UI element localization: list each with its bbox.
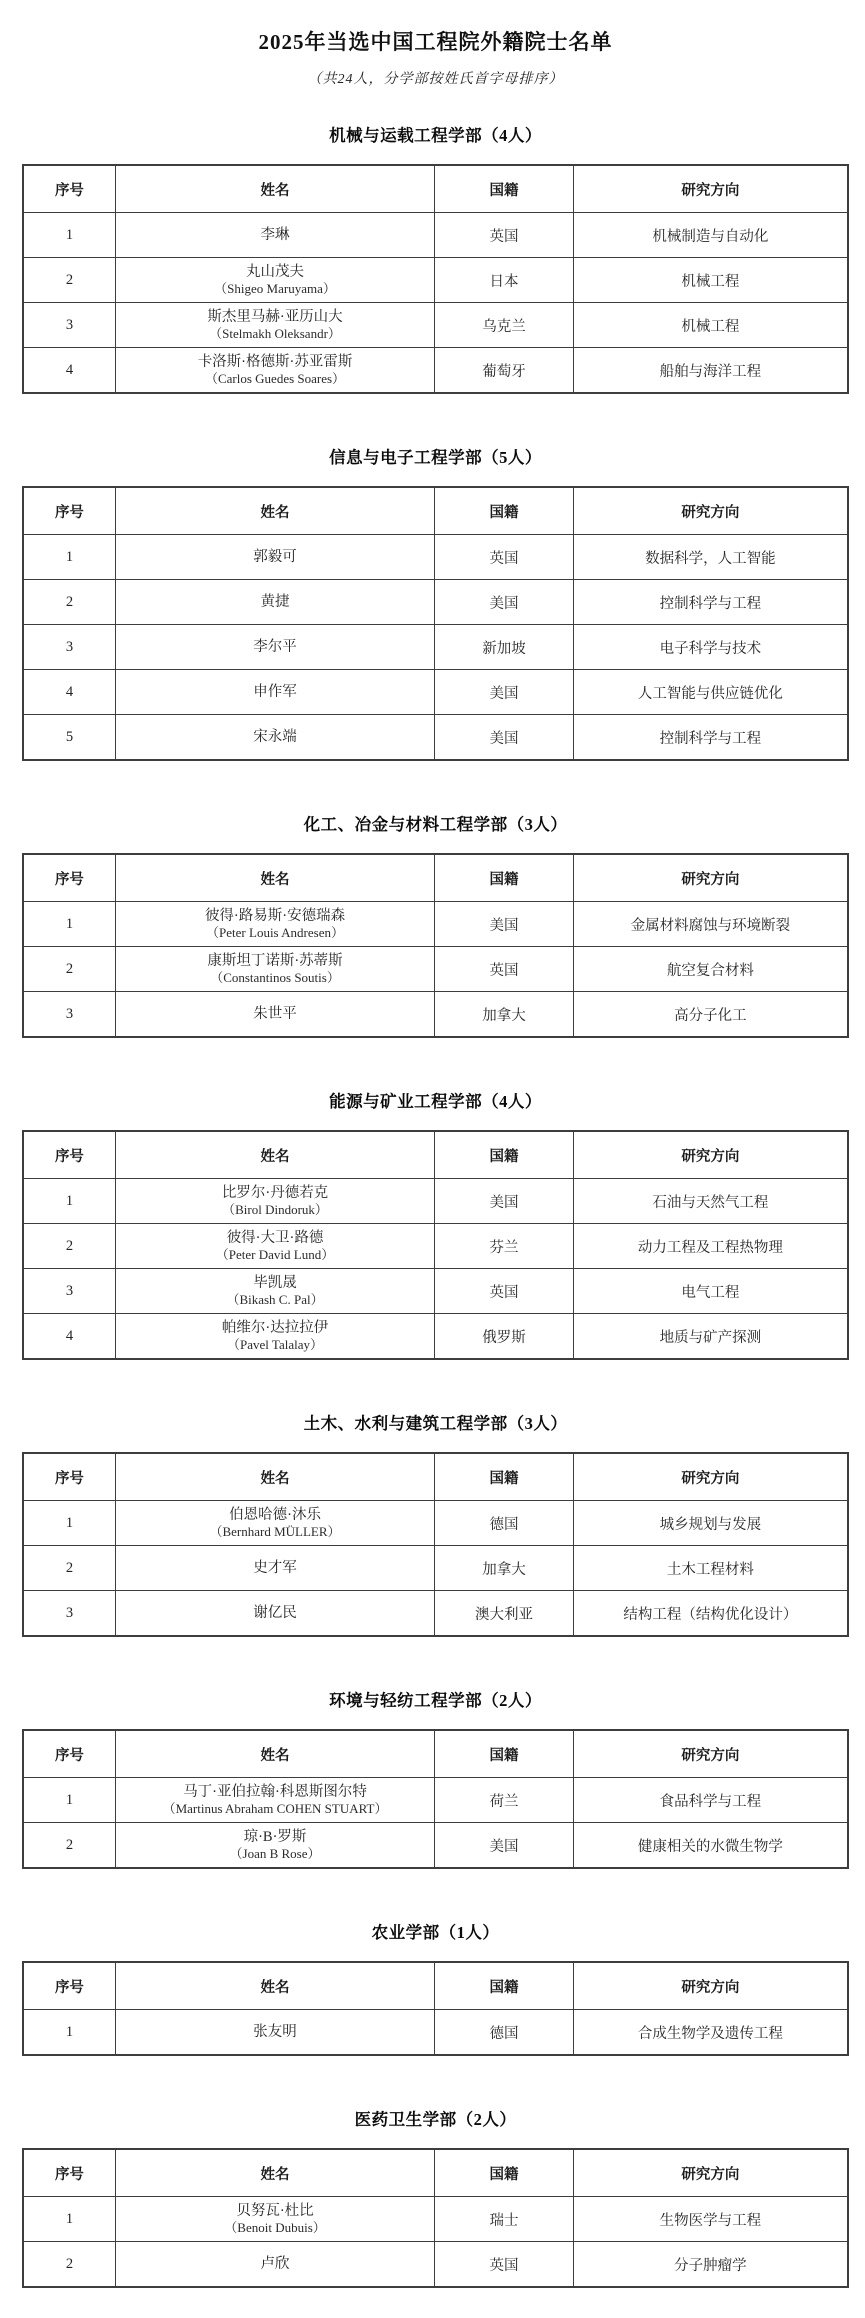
table-row (23, 992, 848, 1038)
department-title: 农业学部（1人） (371, 1923, 500, 1942)
table-row (23, 1591, 848, 1637)
cell-index: 1 (23, 902, 115, 947)
cell-nationality: 美国 (435, 670, 574, 715)
table-header-row (23, 487, 848, 535)
cell-name (115, 902, 434, 947)
name-english: （Carlos Guedes Soares） (204, 371, 346, 386)
table-row (23, 2242, 848, 2288)
name-chinese: 李琳 (260, 226, 290, 243)
page-subtitle: （共24人，分学部按姓氏首字母排序） (307, 72, 564, 87)
cell-nationality: 芬兰 (435, 1224, 574, 1269)
name-chinese: 张友明 (253, 2023, 297, 2040)
name-english: （Benoit Dubuis） (224, 2220, 326, 2235)
cell-nationality: 德国 (435, 1501, 574, 1546)
column-header-nationality: 国籍 (435, 1730, 574, 1778)
department-section (22, 444, 849, 761)
cell-index: 1 (23, 2197, 115, 2242)
department-title: 信息与电子工程学部（5人） (329, 448, 542, 467)
cell-nationality: 美国 (435, 715, 574, 761)
cell-nationality: 英国 (435, 535, 574, 580)
table-row (23, 258, 848, 303)
column-header-name: 姓名 (115, 1962, 434, 2010)
table-row (23, 1823, 848, 1869)
cell-index: 2 (23, 258, 115, 303)
table-row (23, 1501, 848, 1546)
cell-nationality: 德国 (435, 2010, 574, 2056)
name-chinese: 毕凯晟 (253, 1275, 297, 1291)
table-row (23, 902, 848, 947)
cell-research-field: 电气工程 (573, 1269, 848, 1314)
table-row (23, 213, 848, 258)
cell-index: 4 (23, 1314, 115, 1360)
table-header-row (23, 2149, 848, 2197)
cell-index: 3 (23, 1269, 115, 1314)
name-english: （Pavel Talalay） (227, 1337, 323, 1352)
cell-nationality: 瑞士 (435, 2197, 574, 2242)
column-header-research-field: 研究方向 (573, 2149, 848, 2197)
column-header-nationality: 国籍 (435, 165, 574, 213)
table-row (23, 2197, 848, 2242)
cell-index: 2 (23, 1224, 115, 1269)
cell-research-field: 电子科学与技术 (573, 625, 848, 670)
name-chinese: 史才军 (253, 1559, 297, 1576)
cell-research-field: 动力工程及工程热物理 (573, 1224, 848, 1269)
name-chinese: 谢亿民 (253, 1604, 297, 1621)
cell-name (115, 947, 434, 992)
table-row (23, 1224, 848, 1269)
name-english: （Shigeo Maruyama） (214, 281, 336, 296)
cell-name (115, 2197, 434, 2242)
department-title: 医药卫生学部（2人） (354, 2110, 517, 2129)
department-section (22, 811, 849, 1038)
column-header-nationality: 国籍 (435, 1131, 574, 1179)
table-row (23, 715, 848, 761)
department-section (22, 122, 849, 394)
table-row (23, 303, 848, 348)
name-english: （Stelmakh Oleksandr） (209, 326, 341, 341)
cell-name (115, 1314, 434, 1360)
cell-name (115, 2242, 434, 2288)
page-title: 2025年当选中国工程院外籍院士名单 (258, 30, 613, 54)
cell-name (115, 1269, 434, 1314)
roster-table (22, 853, 849, 1038)
name-english: （Bernhard MÜLLER） (209, 1524, 341, 1539)
table-row (23, 947, 848, 992)
table-header-row (23, 1962, 848, 2010)
column-header-name: 姓名 (115, 165, 434, 213)
cell-index: 1 (23, 1778, 115, 1823)
sections-container (22, 122, 849, 2288)
cell-index: 3 (23, 303, 115, 348)
cell-nationality: 英国 (435, 213, 574, 258)
cell-name (115, 1501, 434, 1546)
name-english: （Joan B Rose） (229, 1846, 321, 1861)
cell-index: 1 (23, 1501, 115, 1546)
department-section (22, 1088, 849, 1360)
cell-index: 1 (23, 535, 115, 580)
cell-index: 3 (23, 625, 115, 670)
column-header-research-field: 研究方向 (573, 854, 848, 902)
column-header-name: 姓名 (115, 1131, 434, 1179)
cell-index: 1 (23, 1179, 115, 1224)
name-english: （Martinus Abraham COHEN STUART） (162, 1801, 388, 1816)
cell-index: 2 (23, 2242, 115, 2288)
roster-table (22, 486, 849, 761)
name-chinese: 彼得·大卫·路德 (226, 1230, 324, 1246)
cell-name (115, 1179, 434, 1224)
column-header-nationality: 国籍 (435, 854, 574, 902)
department-title: 化工、冶金与材料工程学部（3人） (303, 815, 568, 834)
cell-research-field: 生物医学与工程 (573, 2197, 848, 2242)
name-chinese: 宋永端 (253, 728, 297, 745)
column-header-name: 姓名 (115, 487, 434, 535)
column-header-nationality: 国籍 (435, 1453, 574, 1501)
cell-name (115, 580, 434, 625)
roster-table (22, 1452, 849, 1637)
name-chinese: 黄捷 (260, 593, 290, 610)
cell-nationality: 新加坡 (435, 625, 574, 670)
roster-table (22, 1961, 849, 2056)
cell-index: 1 (23, 2010, 115, 2056)
name-chinese: 康斯坦丁诺斯·苏蒂斯 (207, 953, 343, 969)
name-chinese: 申作军 (253, 683, 297, 700)
cell-research-field: 机械制造与自动化 (573, 213, 848, 258)
column-header-research-field: 研究方向 (573, 1453, 848, 1501)
cell-research-field: 人工智能与供应链优化 (573, 670, 848, 715)
name-english: （Birol Dindoruk） (222, 1202, 328, 1217)
cell-nationality: 俄罗斯 (435, 1314, 574, 1360)
roster-table (22, 1729, 849, 1869)
cell-research-field: 合成生物学及遗传工程 (573, 2010, 848, 2056)
cell-research-field: 城乡规划与发展 (573, 1501, 848, 1546)
cell-research-field: 航空复合材料 (573, 947, 848, 992)
cell-nationality: 荷兰 (435, 1778, 574, 1823)
cell-index: 5 (23, 715, 115, 761)
cell-nationality: 乌克兰 (435, 303, 574, 348)
column-header-index: 序号 (23, 1730, 115, 1778)
department-section (22, 1919, 849, 2056)
name-chinese: 伯恩哈德·沐乐 (229, 1507, 321, 1523)
department-title: 环境与轻纺工程学部（2人） (329, 1691, 542, 1710)
table-row (23, 625, 848, 670)
cell-index: 1 (23, 213, 115, 258)
cell-name (115, 992, 434, 1038)
cell-nationality: 加拿大 (435, 992, 574, 1038)
column-header-nationality: 国籍 (435, 487, 574, 535)
column-header-index: 序号 (23, 165, 115, 213)
cell-research-field: 石油与天然气工程 (573, 1179, 848, 1224)
cell-research-field: 船舶与海洋工程 (573, 348, 848, 394)
cell-nationality: 日本 (435, 258, 574, 303)
column-header-nationality: 国籍 (435, 1962, 574, 2010)
cell-research-field: 控制科学与工程 (573, 715, 848, 761)
cell-name (115, 1778, 434, 1823)
department-title: 能源与矿业工程学部（4人） (329, 1092, 542, 1111)
name-chinese: 卡洛斯·格德斯·苏亚雷斯 (197, 354, 353, 370)
cell-research-field: 机械工程 (573, 303, 848, 348)
cell-research-field: 数据科学，人工智能 (573, 535, 848, 580)
cell-research-field: 控制科学与工程 (573, 580, 848, 625)
table-header-row (23, 1131, 848, 1179)
roster-table (22, 164, 849, 394)
table-row (23, 2010, 848, 2056)
column-header-index: 序号 (23, 2149, 115, 2197)
cell-research-field: 健康相关的水微生物学 (573, 1823, 848, 1869)
roster-table (22, 1130, 849, 1360)
cell-index: 4 (23, 348, 115, 394)
cell-name (115, 348, 434, 394)
department-section (22, 1410, 849, 1637)
column-header-name: 姓名 (115, 2149, 434, 2197)
table-row (23, 1179, 848, 1224)
column-header-nationality: 国籍 (435, 2149, 574, 2197)
cell-nationality: 美国 (435, 580, 574, 625)
table-row (23, 1269, 848, 1314)
table-header-row (23, 165, 848, 213)
cell-nationality: 美国 (435, 902, 574, 947)
cell-index: 3 (23, 992, 115, 1038)
department-section (22, 1687, 849, 1869)
name-chinese: 琼·B·罗斯 (243, 1829, 307, 1845)
cell-nationality: 英国 (435, 1269, 574, 1314)
roster-table (22, 2148, 849, 2288)
department-section (22, 2106, 849, 2288)
column-header-name: 姓名 (115, 854, 434, 902)
table-row (23, 670, 848, 715)
cell-name (115, 213, 434, 258)
name-english: （Constantinos Soutis） (210, 970, 340, 985)
column-header-research-field: 研究方向 (573, 1730, 848, 1778)
cell-nationality: 葡萄牙 (435, 348, 574, 394)
cell-index: 2 (23, 580, 115, 625)
name-chinese: 李尔平 (253, 638, 297, 655)
name-chinese: 朱世平 (253, 1005, 297, 1022)
cell-name (115, 535, 434, 580)
column-header-research-field: 研究方向 (573, 487, 848, 535)
cell-index: 4 (23, 670, 115, 715)
name-chinese: 丸山茂夫 (246, 264, 305, 280)
column-header-index: 序号 (23, 1453, 115, 1501)
table-row (23, 1546, 848, 1591)
name-english: （Bikash C. Pal） (226, 1292, 324, 1307)
table-row (23, 580, 848, 625)
column-header-index: 序号 (23, 487, 115, 535)
cell-nationality: 美国 (435, 1823, 574, 1869)
department-title: 机械与运载工程学部（4人） (329, 126, 542, 145)
name-english: （Peter David Lund） (215, 1247, 335, 1262)
column-header-index: 序号 (23, 854, 115, 902)
cell-nationality: 英国 (435, 947, 574, 992)
name-english: （Peter Louis Andresen） (206, 925, 344, 940)
column-header-name: 姓名 (115, 1453, 434, 1501)
cell-index: 2 (23, 947, 115, 992)
column-header-index: 序号 (23, 1962, 115, 2010)
cell-name (115, 303, 434, 348)
table-header-row (23, 854, 848, 902)
cell-index: 2 (23, 1823, 115, 1869)
name-chinese: 贝努瓦·杜比 (236, 2203, 314, 2219)
cell-research-field: 分子肿瘤学 (573, 2242, 848, 2288)
name-chinese: 比罗尔·丹德若克 (221, 1185, 329, 1201)
cell-nationality: 英国 (435, 2242, 574, 2288)
name-chinese: 彼得·路易斯·安德瑞森 (204, 908, 346, 924)
column-header-index: 序号 (23, 1131, 115, 1179)
cell-name (115, 2010, 434, 2056)
department-title: 土木、水利与建筑工程学部（3人） (303, 1414, 568, 1433)
cell-research-field: 结构工程（结构优化设计） (573, 1591, 848, 1637)
column-header-name: 姓名 (115, 1730, 434, 1778)
cell-research-field: 地质与矿产探测 (573, 1314, 848, 1360)
name-chinese: 马丁·亚伯拉翰·科恩斯图尔特 (183, 1784, 367, 1800)
table-row (23, 348, 848, 394)
name-chinese: 郭毅可 (253, 548, 297, 565)
cell-research-field: 食品科学与工程 (573, 1778, 848, 1823)
table-row (23, 535, 848, 580)
cell-nationality: 美国 (435, 1179, 574, 1224)
table-row (23, 1314, 848, 1360)
name-chinese: 斯杰里马赫·亚历山大 (207, 309, 343, 325)
cell-research-field: 机械工程 (573, 258, 848, 303)
table-row (23, 1778, 848, 1823)
cell-nationality: 加拿大 (435, 1546, 574, 1591)
column-header-research-field: 研究方向 (573, 1131, 848, 1179)
cell-name (115, 670, 434, 715)
cell-name (115, 1224, 434, 1269)
column-header-research-field: 研究方向 (573, 165, 848, 213)
cell-name (115, 1546, 434, 1591)
cell-nationality: 澳大利亚 (435, 1591, 574, 1637)
table-header-row (23, 1453, 848, 1501)
cell-index: 3 (23, 1591, 115, 1637)
name-chinese: 卢欣 (260, 2255, 290, 2272)
cell-name (115, 1591, 434, 1637)
cell-research-field: 金属材料腐蚀与环境断裂 (573, 902, 848, 947)
cell-name (115, 715, 434, 761)
cell-name (115, 258, 434, 303)
column-header-research-field: 研究方向 (573, 1962, 848, 2010)
cell-research-field: 高分子化工 (573, 992, 848, 1038)
table-header-row (23, 1730, 848, 1778)
name-chinese: 帕维尔·达拉拉伊 (221, 1320, 329, 1336)
cell-name (115, 625, 434, 670)
cell-research-field: 土木工程材料 (573, 1546, 848, 1591)
cell-name (115, 1823, 434, 1869)
cell-index: 2 (23, 1546, 115, 1591)
